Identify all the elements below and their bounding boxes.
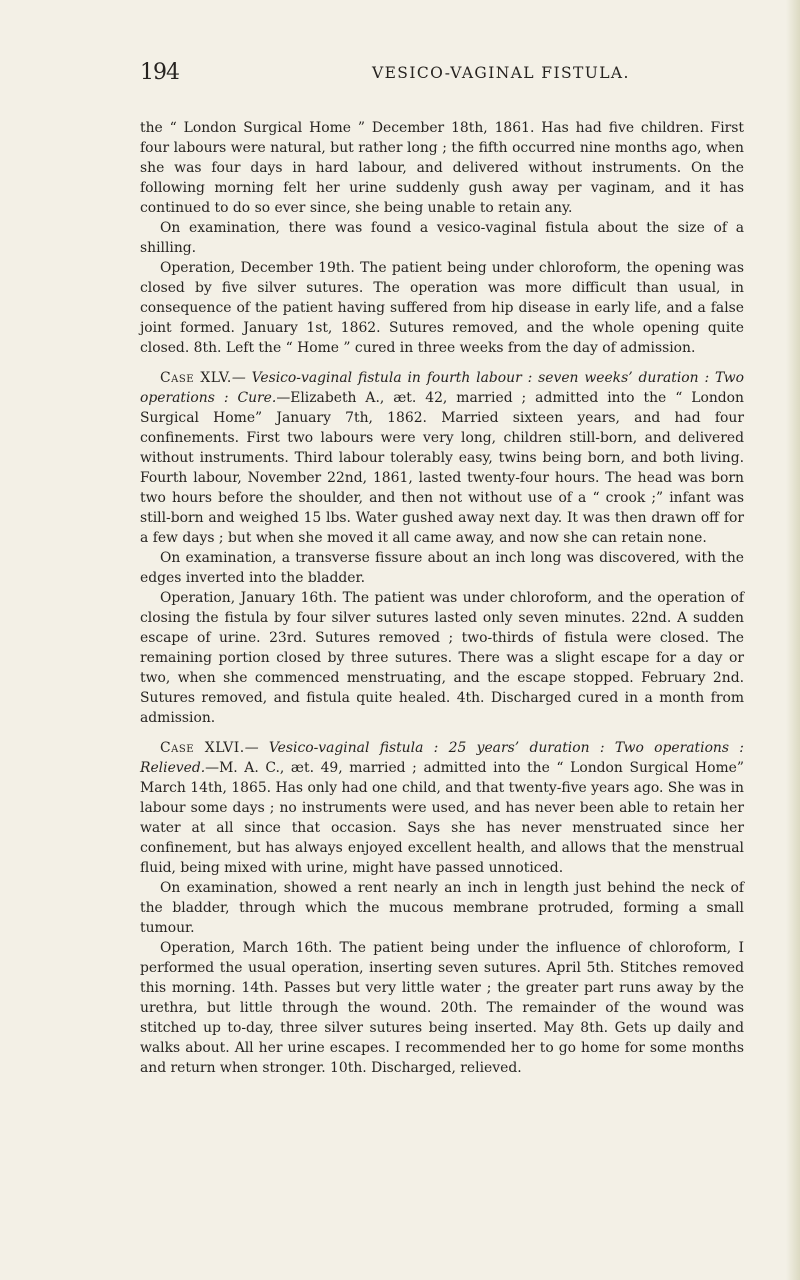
page-edge-shadow	[786, 0, 800, 1280]
paragraph-examination: On examination, there was found a vesico-vaginal fistula about the size of a shilling.	[140, 220, 744, 256]
case-title: — Vesico-vaginal fistula : 25 years’ duration : Two operations : Relieved.	[140, 740, 744, 776]
case-text: —M. A. C., æt. 49, married ; admitted into the “ London Surgical Home” March 14th, 1865. Has only had one child, and that twenty-five years ago. She was in labour some days ; no instruments were used, and has never been able to retain her water at all since that occasion. Says she has never menstruated since her confinement, but has always enjoyed excellent health, and allows that the menstrual fluid, being mixed with urine, might have passed unnoticed.	[140, 760, 744, 876]
paragraph-operation: Operation, January 16th. The patient was under chloroform, and the operation of closing the fistula by four silver sutures lasted only seven minutes. 22nd. A sudden escape of urine. 23rd. Sutures removed ; two-thirds of fistula were closed. The remaining portion closed by three sutures. There was a slight escape for a day or two, when she commenced menstruating, and the escape stopped. February 2nd. Sutures removed, and fistula quite healed. 4th. Discharged cured in a month from admission.	[140, 590, 744, 726]
case-label: Case XLVI.	[160, 740, 245, 756]
page-number: 194	[140, 60, 179, 85]
case-xlvi-paragraph	[140, 738, 744, 878]
page-header	[140, 60, 740, 90]
paragraph-history: the “ London Surgical Home ” December 18th, 1861. Has had five children. First four labours were natural, but rather long ; the fifth occurred nine months ago, when she was four days in hard labour, and delivered without instruments. On the following morning felt her urine suddenly gush away per vaginam, and it has continued to do so ever since, she being unable to retain any.	[140, 120, 744, 216]
paragraph-operation: Operation, March 16th. The patient being under the influence of chloroform, I performed the usual operation, inserting seven sutures. April 5th. Stitches removed this morning. 14th. Passes but very little water ; the greater part runs away by the urethra, but little through the wound. 20th. The remainder of the wound was stitched up to-day, three silver sutures being inserted. May 8th. Gets up daily and walks about. All her urine escapes. I recommended her to go home for some months and return when stronger. 10th. Discharged, relieved.	[140, 940, 744, 1076]
case-label: Case XLV.	[160, 370, 232, 386]
case-text: —Elizabeth A., æt. 42, married ; admitted into the “ London Surgical Home” January 7th, 1862. Married sixteen years, and had four confinements. First two labours were very long, children still-born, and delivered without instruments. Third labour tolerably easy, twins being born, and both living. Fourth labour, November 22nd, 1861, lasted twenty-four hours. The head was born two hours before the shoulder, and then not without use of a “ crook ;” infant was still-born and weighed 15 lbs. Water gushed away next day. It was then drawn off for a few days ; but when she moved it all came away, and now she can retain none.	[140, 390, 744, 546]
running-head: VESICO-VAGINAL FISTULA.	[372, 64, 630, 82]
paragraph-operation: Operation, December 19th. The patient being under chloroform, the opening was closed by five silver sutures. The operation was more difficult than usual, in consequence of the patient having suffered from hip disease in early life, and a false joint formed. January 1st, 1862. Sutures removed, and the whole opening quite closed. 8th. Left the “ Home ” cured in three weeks from the day of admission.	[140, 260, 744, 356]
paragraph-examination: On examination, showed a rent nearly an inch in length just behind the neck of the bladder, through which the mucous membrane protruded, forming a small tumour.	[140, 880, 744, 936]
paragraph-examination: On examination, a transverse fissure about an inch long was discovered, with the edges inverted into the bladder.	[140, 550, 744, 586]
case-xlv-paragraph	[140, 368, 744, 548]
body-text	[140, 118, 744, 1078]
case-title: — Vesico-vaginal fistula in fourth labour : seven weeks’ duration : Two operations : Cure.	[140, 370, 744, 406]
